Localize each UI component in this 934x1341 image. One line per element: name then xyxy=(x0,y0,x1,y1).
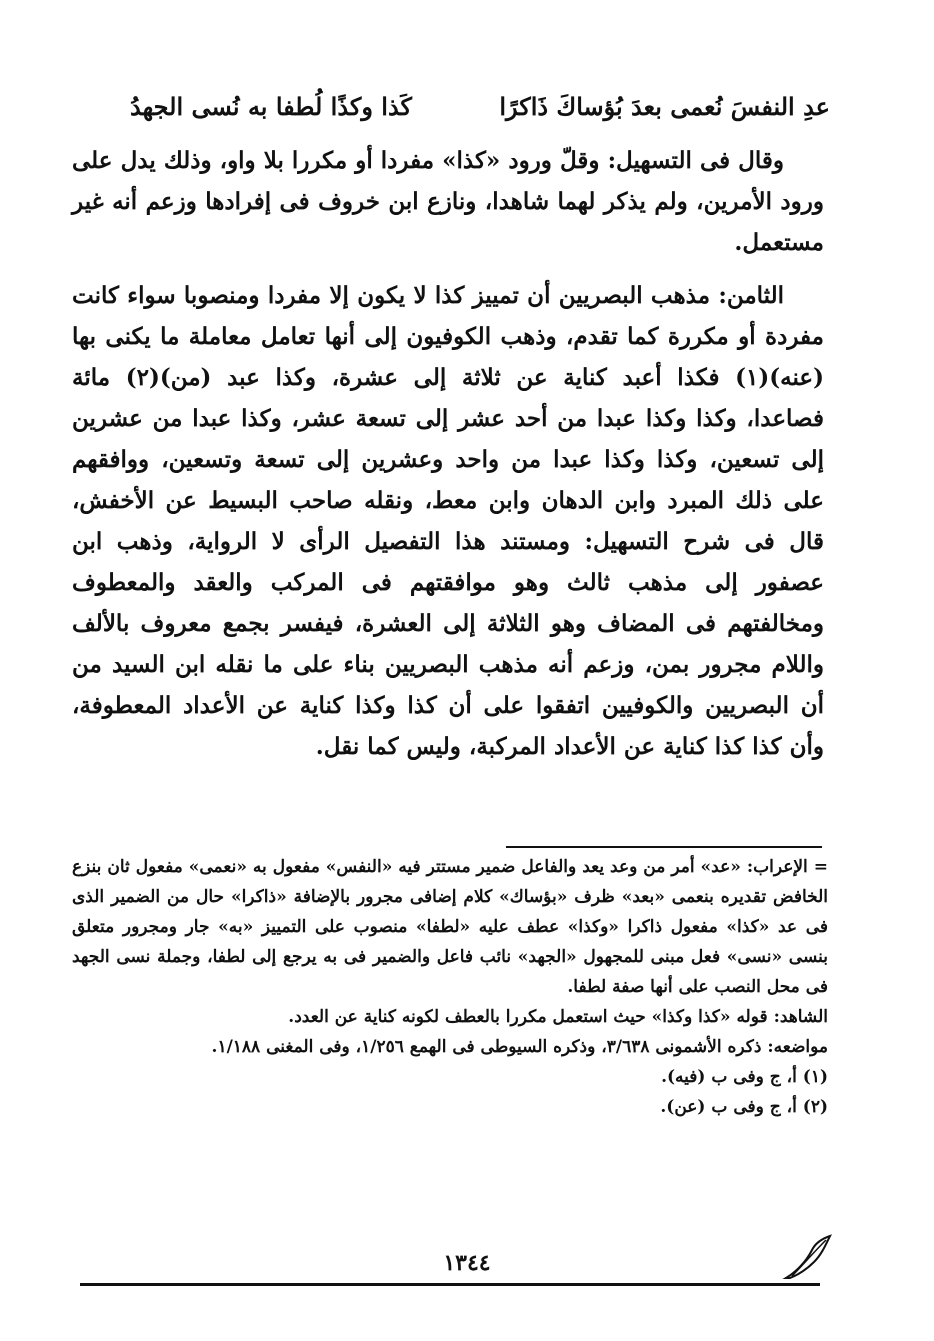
paragraph-thamin: الثامن: مذهب البصريين أن تمييز كذا لا يكون إلا مفردا ومنصوبا سواء كانت مفردة أو مكررة كما تقدم، وذهب الكوفيون إلى أنها تعامل معاملة ما يكنى بها (عنه)(١) فكذا أعبد كناية عن ثلاثة إلى عشرة، وكذا عبد (من)(٢) مائة فصاعدا، وكذا وكذا عبدا من أحد عشر إلى تسعة عشر، وكذا عبدا من عشرين إلى تسعين، وكذا وكذا عبدا من واحد وعشرين إلى تسعة وتسعين، ووافقهم على ذلك المبرد وابن الدهان وابن معط، ونقله صاحب البسيط عن الأخفش، قال فى شرح التسهيل: ومستند هذا التفصيل الرأى لا الرواية، وذهب ابن عصفور إلى مذهب ثالث وهو موافقتهم فى المركب والعقد والمعطوف ومخالفتهم فى المضاف وهو الثلاثة إلى العشرة، فيفسر بجمع معروف بالألف واللام مجرور بمن، وزعم أنه مذهب البصريين بناء على ما نقله ابن السيد من أن البصريين والكوفيين اتفقوا على أن كذا وكذا كناية عن الأعداد المعطوفة، وأن كذا كذا كناية عن الأعداد المركبة، وليس كما نقل. xyxy=(72,282,824,760)
footnotes xyxy=(72,852,828,1122)
footnote-2: (٢) أ، ج وفى ب (عن). xyxy=(660,1097,828,1117)
paragraph-tashil: وقال فى التسهيل: وقلّ ورود «كذا» مفردا أو مكررا بلا واو، وذلك يدل على ورود الأمرين، ولم يذكر لهما شاهدا، ونازع ابن خروف فى إفرادها وزعم أنه غير مستعمل. xyxy=(72,147,824,256)
mawadi-label: مواضعه: xyxy=(767,1037,828,1057)
poetry-verse xyxy=(130,84,830,128)
irab-text: «عد» أمر من وعد يعد والفاعل ضمير مستتر فيه «النفس» مفعول به «نعمى» مفعول ثان بنزع الخافض تقديره بنعمى «بعد» ظرف «بؤساك» كلام إضافى مجرور بالإضافة «ذاكرا» حال من الضمير الذى فى عد «كذا» مفعول ذاكرا «وكذا» عطف عليه «لطفا» منصوب على التمييز «به» جار ومجرور متعلق بنسى «نسى» فعل مبنى للمجهول «الجهد» نائب فاعل والضمير فى به يرجع إلى لطفا، وجملة نسى الجهد فى محل النصب على أنها صفة لطفا. xyxy=(72,857,828,997)
verse-second-hemistich: كَذا وكذًا لُطفا به نُسى الجهدُ xyxy=(130,91,412,121)
shahid-label: الشاهد: xyxy=(773,1007,828,1027)
footnote-shahid xyxy=(72,1002,828,1032)
footnote-separator xyxy=(506,846,822,848)
main-text xyxy=(72,140,824,767)
feather-ornament-icon xyxy=(782,1232,834,1284)
irab-label: = الإعراب: xyxy=(746,857,828,877)
shahid-text: قوله «كذا وكذا» حيث استعمل مكررا بالعطف لكونه كناية عن العدد. xyxy=(288,1007,768,1027)
footnote-mawadi xyxy=(72,1032,828,1062)
footnote-1: (١) أ، ج وفى ب (فيه). xyxy=(661,1067,828,1087)
mawadi-text: ذكره الأشمونى ٣/٦٣٨، وذكره السيوطى فى الهمع ١/٢٥٦، وفى المغنى ١/١٨٨. xyxy=(211,1037,762,1057)
footnote-irab xyxy=(72,852,828,1002)
page-bottom-rule xyxy=(80,1283,820,1286)
verse-first-hemistich: عدِ النفسَ نُعمى بعدَ بُؤساكَ ذَاكرًا xyxy=(499,91,830,121)
page-number: ١٣٤٤ xyxy=(443,1250,491,1276)
